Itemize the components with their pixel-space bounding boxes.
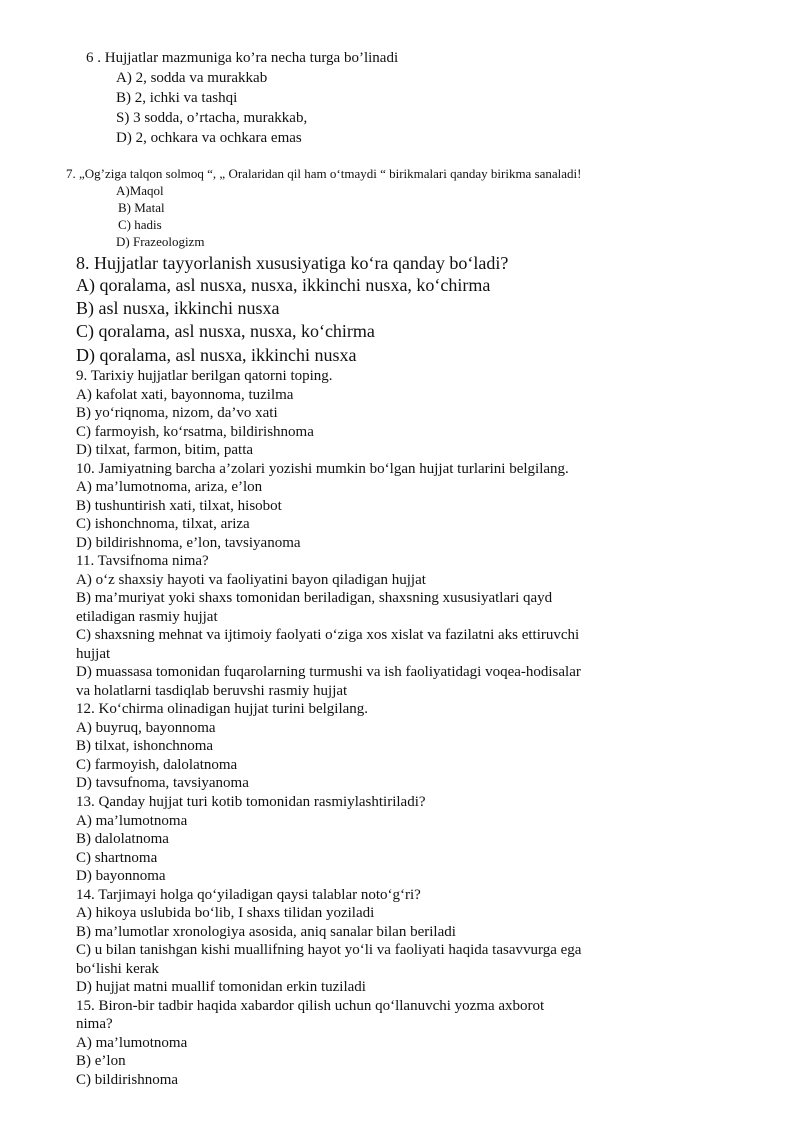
q12-option-b: B) tilxat, ishonchnoma: [76, 738, 214, 754]
q7-option-a: A)Maqol: [116, 183, 164, 198]
q10-option-b: B) tushuntirish xati, tilxat, hisobot: [76, 498, 282, 514]
q12-option-d: D) tavsufnoma, tavsiyanoma: [76, 775, 249, 791]
q11-option-b-cont: etiladigan rasmiy hujjat: [76, 609, 218, 625]
q9-option-a: A) kafolat xati, bayonnoma, tuzilma: [76, 387, 294, 403]
question-13: 13. Qanday hujjat turi kotib tomonidan rasmiylashtiriladi?: [76, 794, 426, 810]
q15-option-c: C) bildirishnoma: [76, 1072, 179, 1088]
q6-option-s: S) 3 sodda, o’rtacha, murakkab,: [116, 110, 308, 126]
q6-option-b: B) 2, ichki va tashqi: [116, 90, 238, 106]
q10-option-c: C) ishonchnoma, tilxat, ariza: [76, 516, 250, 532]
q11-option-b: B) ma’muriyat yoki shaxs tomonidan beriladigan, shaxsning xususiyatlari qayd: [76, 590, 553, 606]
q11-option-c-cont: hujjat: [76, 646, 111, 662]
q9-option-b: B) yo‘riqnoma, nizom, da’vo xati: [76, 405, 278, 421]
question-8: 8. Hujjatlar tayyorlanish xususiyatiga ko‘ra qanday bo‘ladi?: [76, 253, 509, 273]
question-12: 12. Ko‘chirma olinadigan hujjat turini belgilang.: [76, 701, 369, 717]
q14-option-a: A) hikoya uslubida bo‘lib, I shaxs tilidan yoziladi: [76, 905, 375, 921]
question-14: 14. Tarjimayi holga qo‘yiladigan qaysi talablar noto‘g‘ri?: [76, 887, 421, 903]
question-15: 15. Biron-bir tadbir haqida xabardor qilish uchun qo‘llanuvchi yozma axborot: [76, 998, 545, 1014]
q11-option-a: A) o‘z shaxsiy hayoti va faoliyatini bayon qiladigan hujjat: [76, 572, 426, 588]
question-10: 10. Jamiyatning barcha a’zolari yozishi mumkin bo‘lgan hujjat turlarini belgilang.: [76, 461, 569, 477]
q12-option-a: A) buyruq, bayonnoma: [76, 720, 216, 736]
q7-option-b: B) Matal: [118, 200, 165, 215]
q9-option-d: D) tilxat, farmon, bitim, patta: [76, 442, 254, 458]
q11-option-c: C) shaxsning mehnat va ijtimoiy faolyati o‘ziga xos xislat va fazilatni aks ettiruvchi: [76, 627, 580, 643]
q8-option-b: B) asl nusxa, ikkinchi nusxa: [76, 298, 280, 318]
q6-option-d: D) 2, ochkara va ochkara emas: [116, 130, 302, 146]
q15-option-a: A) ma’lumotnoma: [76, 1035, 188, 1051]
q9-option-c: C) farmoyish, ko‘rsatma, bildirishnoma: [76, 424, 314, 440]
q7-option-c: C) hadis: [118, 217, 162, 232]
question-11: 11. Tavsifnoma nima?: [76, 553, 209, 569]
q14-option-c-cont: bo‘lishi kerak: [76, 961, 159, 977]
q15-option-b: B) e’lon: [76, 1053, 126, 1069]
q8-option-d: D) qoralama, asl nusxa, ikkinchi nusxa: [76, 345, 357, 365]
q11-option-d: D) muassasa tomonidan fuqarolarning turmushi va ish faoliyatidagi voqea-hodisalar: [76, 664, 581, 680]
question-6: 6 . Hujjatlar mazmuniga ko’ra necha turga bo’linadi: [86, 50, 399, 66]
q14-option-c: C) u bilan tanishgan kishi muallifning hayot yo‘li va faoliyati haqida tasavvurga ega: [76, 942, 582, 958]
q13-option-c: C) shartnoma: [76, 850, 158, 866]
q6-option-a: A) 2, sodda va murakkab: [116, 70, 268, 86]
q10-option-d: D) bildirishnoma, e’lon, tavsiyanoma: [76, 535, 301, 551]
question-7: 7. „Og’ziga talqon solmoq “, „ Oralaridan qil ham o‘tmaydi “ birikmalari qanday birikma sanaladi!: [66, 166, 582, 181]
question-9: 9. Tarixiy hujjatlar berilgan qatorni toping.: [76, 368, 333, 384]
question-15-cont: nima?: [76, 1016, 113, 1032]
q8-option-a: A) qoralama, asl nusxa, nusxa, ikkinchi nusxa, ko‘chirma: [76, 275, 491, 295]
q13-option-b: B) dalolatnoma: [76, 831, 169, 847]
q14-option-d: D) hujjat matni muallif tomonidan erkin tuziladi: [76, 979, 366, 995]
q7-option-d: D) Frazeologizm: [116, 234, 205, 249]
q10-option-a: A) ma’lumotnoma, ariza, e’lon: [76, 479, 263, 495]
q8-option-c: C) qoralama, asl nusxa, nusxa, ko‘chirma: [76, 321, 375, 341]
q13-option-d: D) bayonnoma: [76, 868, 166, 884]
q14-option-b: B) ma’lumotlar xronologiya asosida, aniq sanalar bilan beriladi: [76, 924, 456, 940]
q11-option-d-cont: va holatlarni tasdiqlab beruvshi rasmiy hujjat: [76, 683, 348, 699]
q13-option-a: A) ma’lumotnoma: [76, 813, 188, 829]
q12-option-c: C) farmoyish, dalolatnoma: [76, 757, 238, 773]
